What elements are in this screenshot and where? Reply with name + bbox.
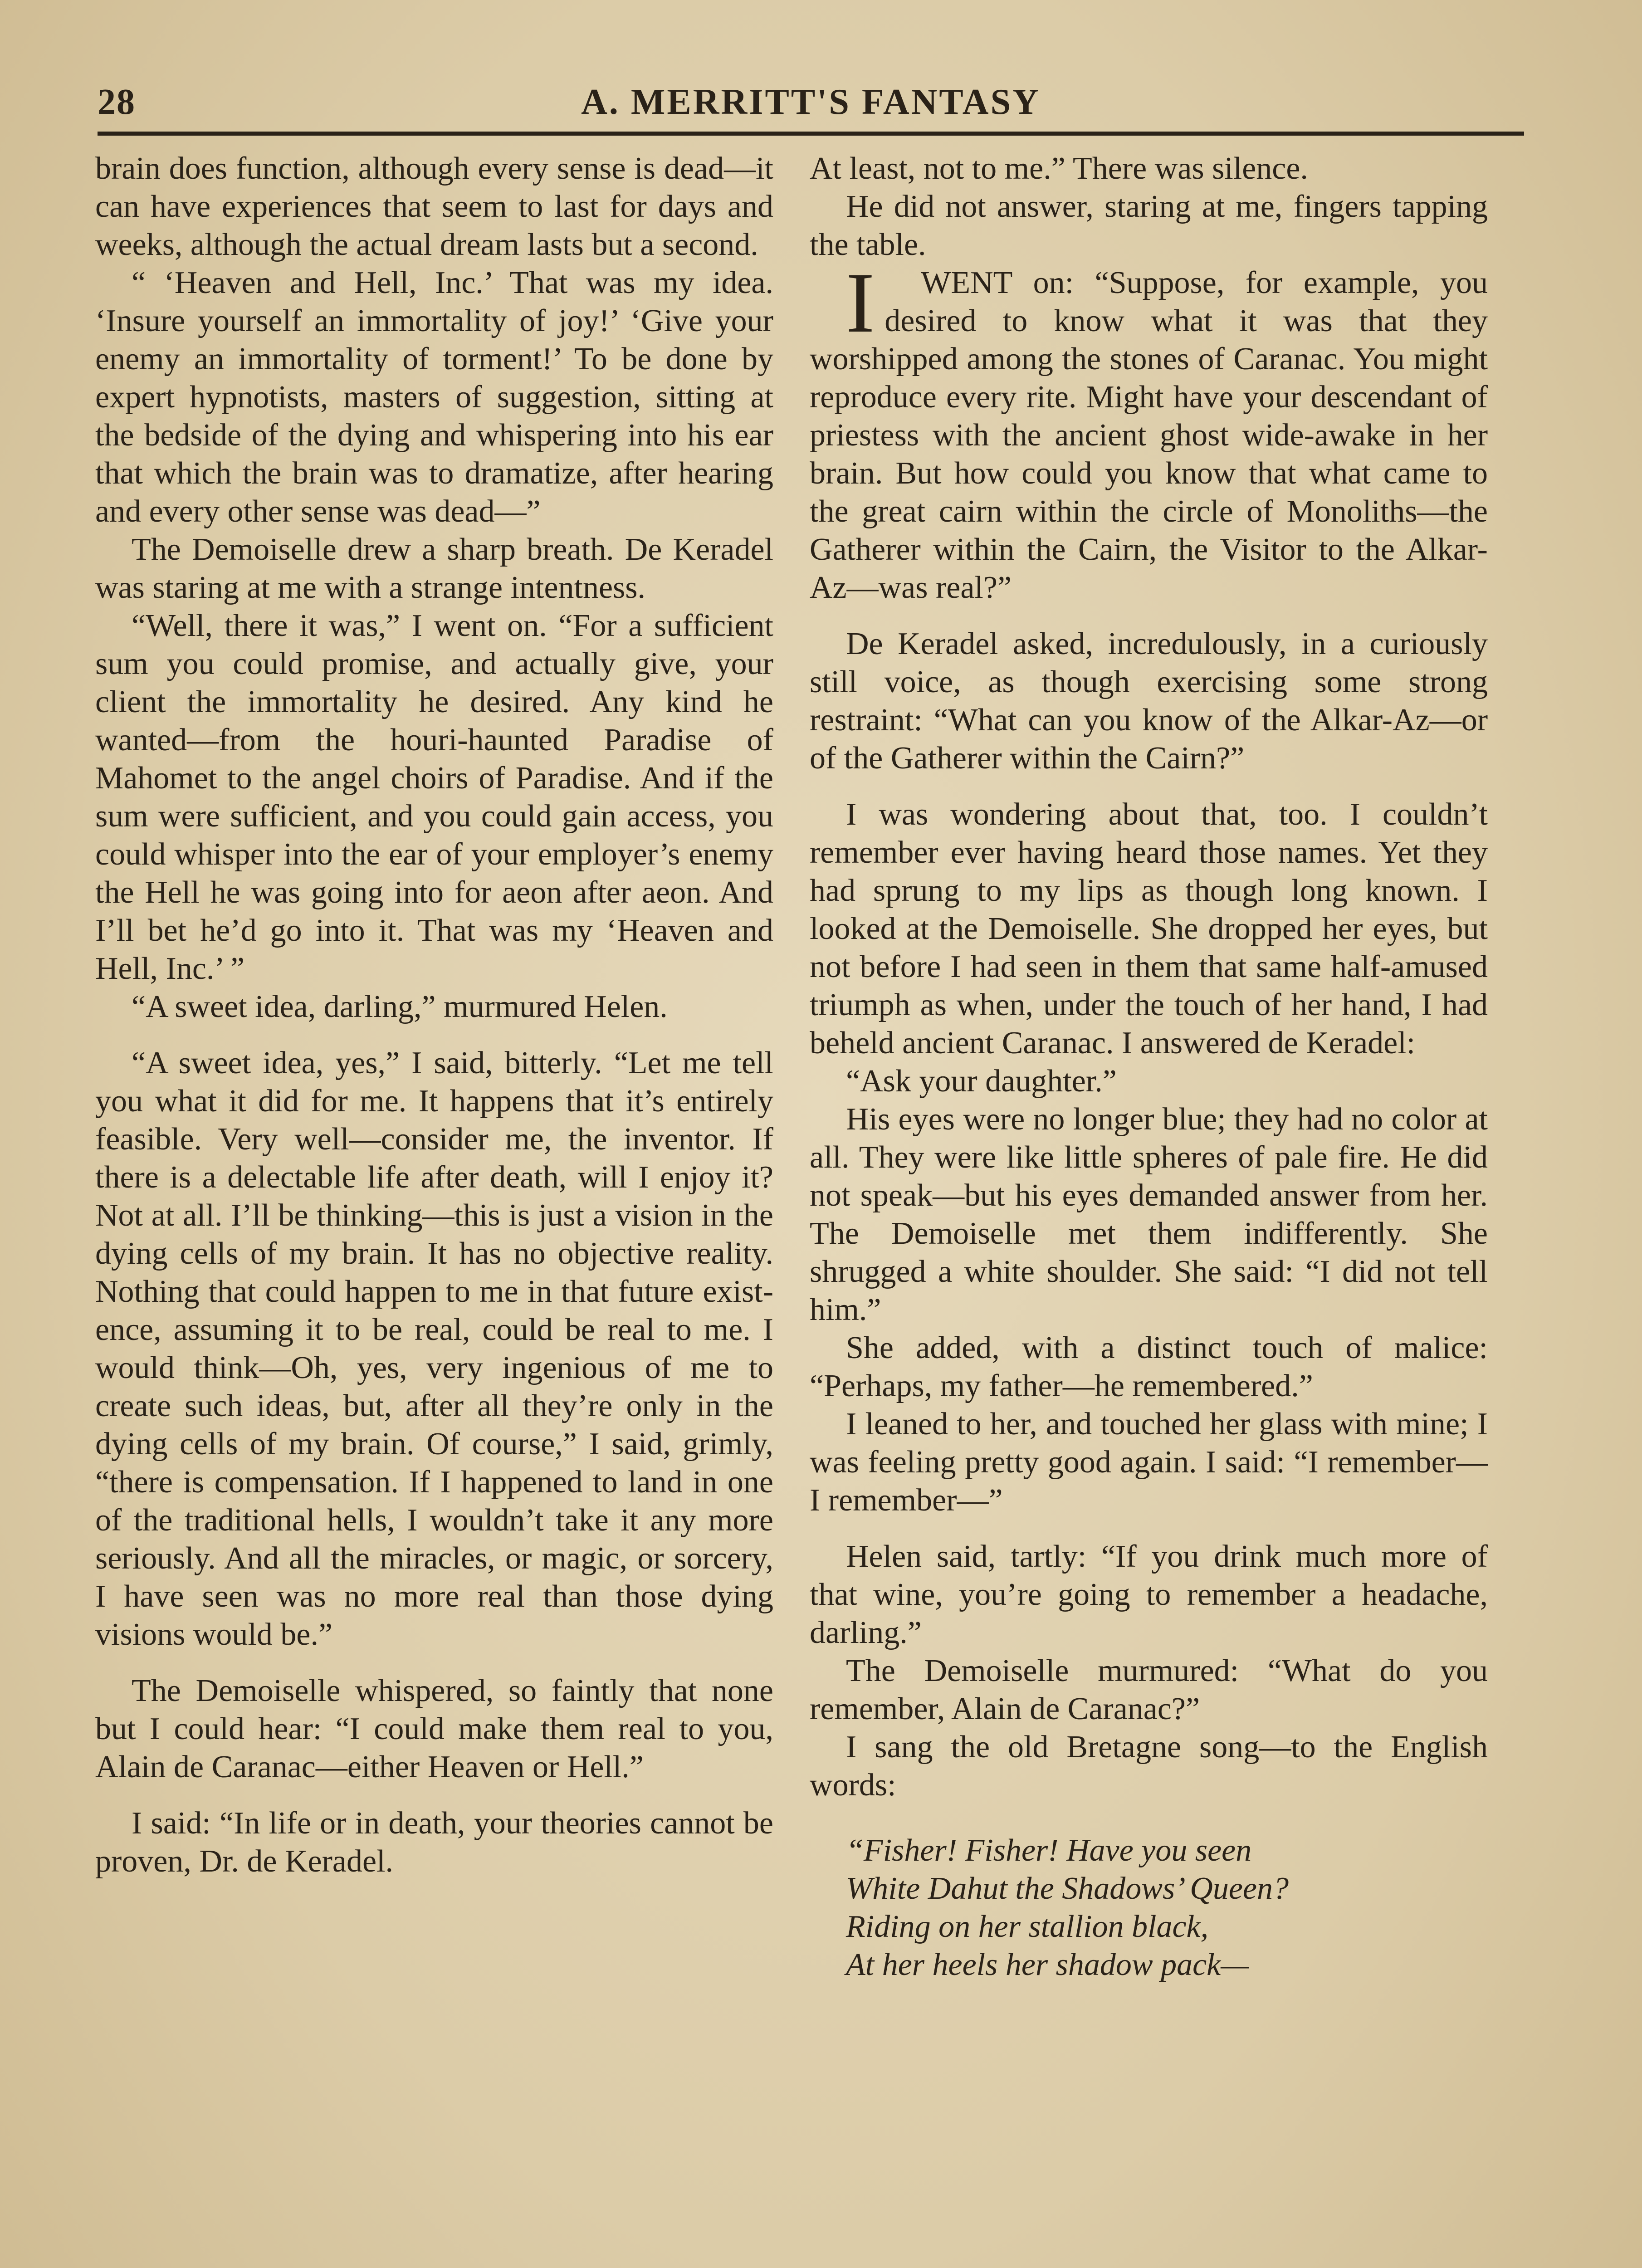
page-number: 28 [98,82,136,122]
paragraph: I was wondering about that, too. I couldn’t remember ever having heard those names. Yet they had sprung to my lips as though long known. I looked at the Demoiselle. She dropped her eyes, but not before I had seen in them that same half-amused triumph as when, under the touch of her hand, I had beheld ancient Caranac. I answered de Keradel: [810,797,1488,1061]
paragraph: De Keradel asked, incredulously, in a curiously still voice, as though exercising some strong restraint: “What can you know of the Alkar-Az—or of the Gatherer within the Cairn?” [810,626,1488,776]
verse-line: “Fisher! Fisher! Have you seen [846,1833,1252,1868]
running-head: A. MERRITT'S FANTASY [581,82,1041,122]
paragraph: “ ‘Heaven and Hell, Inc.’ That was my idea. ‘Insure yourself an immortality of joy!’ ‘Give your enemy an immortality of torment!’ To be done by expert hypnotists, masters of suggestion, sitting at the bedside of the dying and whispering into his ear that which the brain was to dramatize, after hearing and every other sense was dead—” [95,265,773,529]
paragraph: The Demoiselle drew a sharp breath. De Keradel was staring at me with a strange intentness. [95,532,773,605]
paragraph: At least, not to me.” There was silence. [810,151,1308,186]
paragraph: The Demoiselle murmured: “What do you remember, Alain de Caranac?” [810,1653,1488,1726]
paragraph: “Well, there it was,” I went on. “For a sufficient sum you could promise, and actually give, your client the immortality he desired. Any kind he wanted—from the houri-haunted Paradise of Mahomet to the angel choirs of Paradise. And if the sum were sufficient, and you could gain access, you could whisper into the ear of your employer’s enemy the Hell he was going into for aeon after aeon. And I’ll bet he’d go into it. That was my ‘Heaven and Hell, Inc.’ ” [95,608,773,986]
section-opening-paragraph [810,255,1488,607]
paragraph: He did not answer, staring at me, fingers tapping the table. [810,189,1488,262]
verse-line: Riding on her stallion black, [846,1909,1209,1944]
paragraph: The Demoiselle whispered, so faintly that none but I could hear: “I could make them real to you, Alain de Caranac—either Heaven or Hell.” [95,1673,773,1784]
paragraph: I said: “In life or in death, your theories cannot be proven, Dr. de Keradel. [95,1806,773,1879]
paragraph: I leaned to her, and touched her glass with mine; I was feeling pretty good again. I said: “I remember—I remember—” [810,1407,1488,1518]
paragraph: “A sweet idea, darling,” murmured Helen. [132,989,668,1024]
left-column [95,150,773,1881]
right-column [810,150,1488,1984]
paragraph: “A sweet idea, yes,” I said, bitterly. “Let me tell you what it did for me. It happens that it’s entirely feasible. Very well—consider me, the inventor. If there is a delectable life after death, will I enjoy it? Not at all. I’ll be thinking—this is just a vision in the dying cells of my brain. It has no objective reality. Nothing that could happen to me in that future existence, assuming it to be real, could be real to me. I would think—Oh, yes, very ingenious of me to create such ideas, but, after all they’re only in the dying cells of my brain. Of course,” I said, grimly, “there is compensation. If I happened to land in one of the traditional hells, I wouldn’t take it any more seriously. And all the miracles, or magic, or sorcery, I have seen was no more real than those dying visions would be.” [95,1046,773,1652]
paragraph: Helen said, tartly: “If you drink much more of that wine, you’re going to remember a headache, darling.” [810,1539,1488,1650]
paragraph: brain does function, although every sense is dead—it can have experiences that seem to last for days and weeks, although the actual dream lasts but a second. [95,151,773,262]
drop-cap: I [846,255,875,351]
page-header [98,77,1524,136]
song-verse [810,1832,1488,1984]
verse-line: At her heels her shadow pack— [846,1947,1249,1982]
paragraph: I sang the old Bretagne song—to the English words: [810,1730,1488,1803]
paragraph: She added, with a distinct touch of malice: “Perhaps, my father—he remembered.” [810,1330,1488,1403]
verse-line: White Dahut the Shadows’ Queen? [846,1871,1289,1906]
paragraph: His eyes were no longer blue; they had no color at all. They were like little spheres of pale fire. He did not speak—but his eyes demanded answer from her. The Demoiselle met them indifferently. She shrugged a white shoulder. She said: “I did not tell him.” [810,1102,1488,1327]
paragraph: “Ask your daughter.” [846,1064,1117,1099]
section-opening-text: WENT on: “Suppose, for example, you desired to know what it was that they worshipped among the stones of Caranac. You might reproduce every rite. Might have your descendant of priestess with the ancient ghost wide-awake in her brain. But how could you know that what came to the great cairn within the circle of Monoliths—the Gatherer within the Cairn, the Visitor to the Alkar-Az—was real?” [810,265,1488,605]
